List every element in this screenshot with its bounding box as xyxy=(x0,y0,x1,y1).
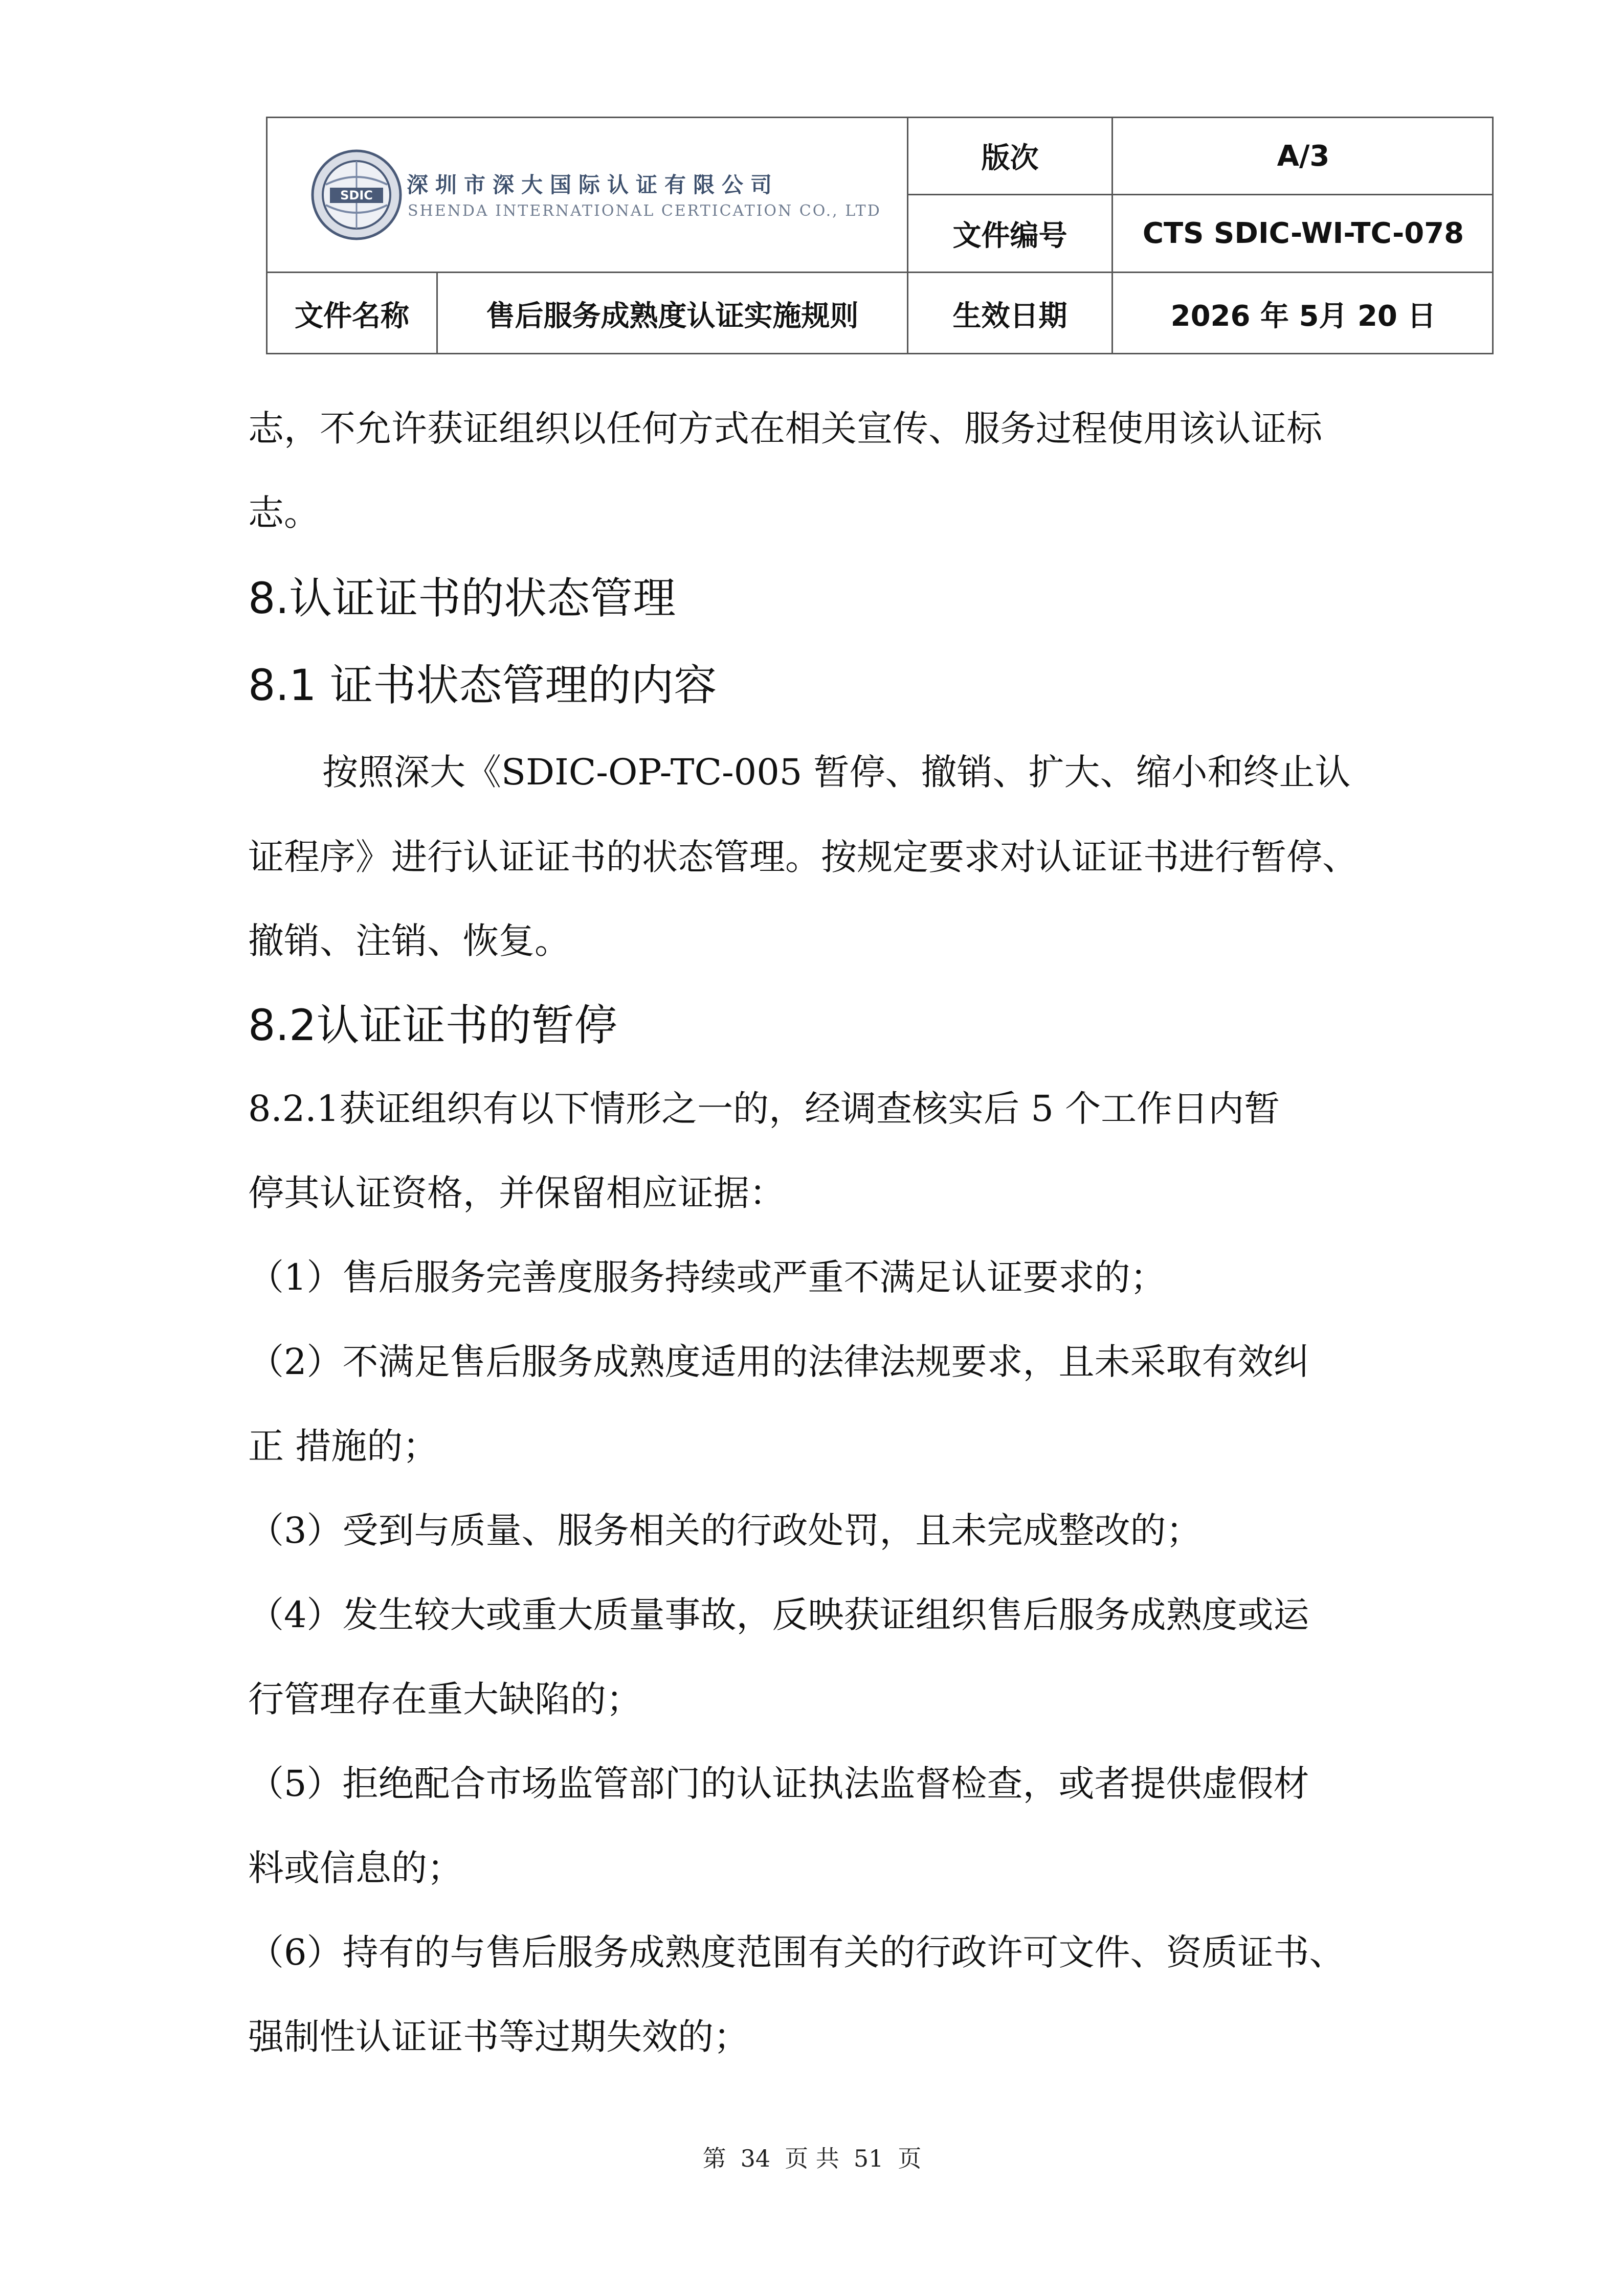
company-seal-icon xyxy=(310,149,403,241)
paragraph-line: 撤销、注销、恢复。 xyxy=(248,920,570,962)
list-item: （4）发生较大或重大质量事故，反映获证组织售后服务成熟度或运 xyxy=(248,1594,1309,1636)
logo-text: SDIC xyxy=(340,188,373,202)
document-header-table xyxy=(266,117,1494,354)
company-name-en: SHENDA INTERNATIONAL CERTICATION CO., LTD xyxy=(408,202,881,220)
page-number xyxy=(0,2140,1624,2174)
list-item-continuation: 强制性认证证书等过期失效的； xyxy=(248,2016,749,2058)
paragraph-line: 志，不允许获证组织以任何方式在相关宣传、服务过程使用该认证标 xyxy=(248,408,1322,449)
docno-value: CTS SDIC-WI-TC-078 xyxy=(1142,217,1464,250)
paragraph-line: 证程序》进行认证证书的状态管理。按规定要求对认证证书进行暂停、 xyxy=(248,836,1358,878)
subsection-heading: 8.2认证证书的暂停 xyxy=(248,1000,617,1050)
page-footer-text: 页 共 xyxy=(785,2145,839,2172)
total-pages: 51 xyxy=(853,2145,884,2172)
list-item-continuation: 料或信息的； xyxy=(248,1847,463,1889)
subsection-heading: 8.1 证书状态管理的内容 xyxy=(248,660,717,710)
version-label: 版次 xyxy=(981,142,1039,175)
docname-label: 文件名称 xyxy=(295,299,409,333)
company-logo xyxy=(310,149,881,261)
paragraph-line: 志。 xyxy=(248,492,320,534)
docname-value: 售后服务成熟度认证实施规则 xyxy=(486,299,859,333)
docno-label: 文件编号 xyxy=(952,219,1067,253)
list-item-continuation: 行管理存在重大缺陷的； xyxy=(248,1678,642,1720)
page-footer-text: 页 xyxy=(898,2145,922,2172)
paragraph-line: 按照深大《SDIC-OP-TC-005 暂停、撤销、扩大、缩小和终止认 xyxy=(322,751,1351,793)
page-footer-text: 第 xyxy=(702,2145,726,2172)
paragraph-line: 8.2.1获证组织有以下情形之一的，经调查核实后 5 个工作日内暂 xyxy=(248,1088,1280,1130)
list-item: （3）受到与质量、服务相关的行政处罚，且未完成整改的； xyxy=(248,1510,1202,1551)
version-value: A/3 xyxy=(1277,139,1330,173)
list-item: （6）持有的与售后服务成熟度范围有关的行政许可文件、资质证书、 xyxy=(248,1931,1345,1973)
paragraph-line: 停其认证资格，并保留相应证据： xyxy=(248,1172,785,1214)
list-item: （1）售后服务完善度服务持续或严重不满足认证要求的； xyxy=(248,1256,1166,1298)
date-label: 生效日期 xyxy=(952,299,1067,333)
section-heading: 8.认证证书的状态管理 xyxy=(248,573,676,623)
list-item: （5）拒绝配合市场监管部门的认证执法监督检查，或者提供虚假材 xyxy=(248,1763,1309,1805)
list-item: （2）不满足售后服务成熟度适用的法律法规要求，且未采取有效纠 xyxy=(248,1341,1309,1383)
date-value: 2026 年 5月 20 日 xyxy=(1170,299,1436,333)
list-item-continuation: 正 措施的； xyxy=(248,1425,439,1467)
company-name-cn: 深圳市深大国际认证有限公司 xyxy=(407,172,780,197)
current-page: 34 xyxy=(740,2145,771,2172)
